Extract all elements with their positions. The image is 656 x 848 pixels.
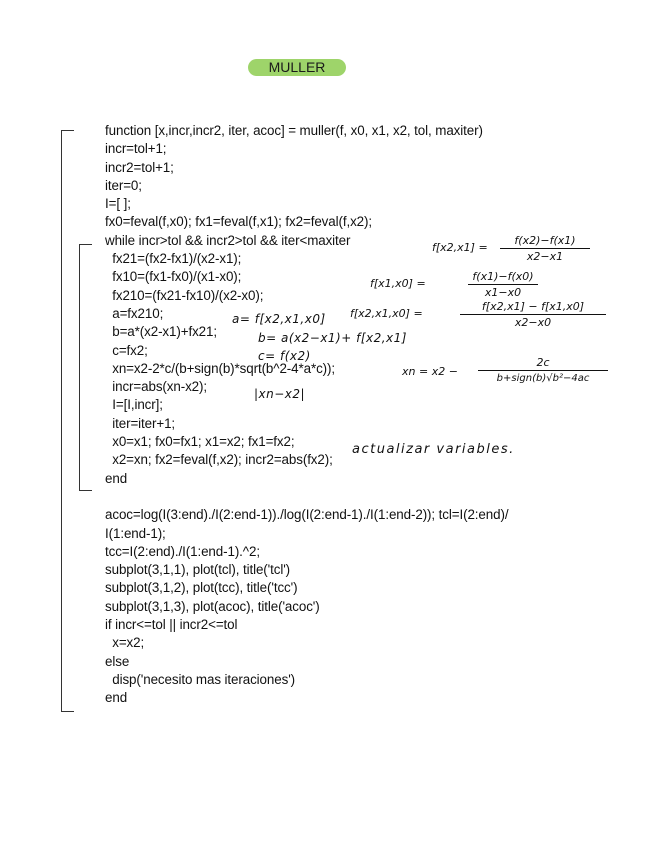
code-line: incr2=tol+1; [105, 159, 174, 175]
incr-note: |xn−x2| [254, 387, 306, 401]
function-bracket [61, 130, 74, 712]
code-line: c=fx2; [105, 342, 148, 358]
page-title: MULLER [248, 59, 346, 76]
b-note: b= a(x2−x1)+ f[x2,x1] [258, 331, 407, 345]
code-line: subplot(3,1,3), plot(acoc), title('acoc') [105, 598, 320, 614]
code-line: b=a*(x2-x1)+fx21; [105, 324, 217, 340]
code-line: tcc=I(2:end)./I(1:end-1).^2; [105, 543, 260, 559]
divided-difference-f210-note: f[x2,x1,x0] = f[x2,x1] − f[x1,x0] x2−x0 [460, 300, 606, 329]
code-line: x2=xn; fx2=feval(f,x2); incr2=abs(fx2); [105, 452, 333, 468]
code-line: incr=abs(xn-x2); [105, 379, 208, 395]
code-line: iter=0; [105, 177, 142, 193]
while-loop-bracket [79, 244, 92, 491]
code-line: acoc=log(I(3:end)./I(2:end-1))./log(I(2:end-1)./I(1:end-2)); tcl=I(2:end)/ [105, 507, 509, 523]
code-line: x=x2; [105, 635, 145, 651]
code-line: disp('necesito mas iteraciones') [105, 671, 296, 687]
code-line: fx0=feval(f,x0); fx1=feval(f,x1); fx2=feval(f,x2); [105, 214, 373, 230]
code-line: while incr>tol && incr2>tol && iter<maxiter [105, 232, 351, 248]
code-line: a=fx210; [105, 305, 164, 321]
divided-difference-f21-note: f[x2,x1] = f(x2)−f(x1) x2−x1 [500, 234, 590, 263]
code-line: x0=x1; fx0=fx1; x1=x2; fx1=fx2; [105, 434, 295, 450]
code-line: if incr<=tol || incr2<=tol [105, 617, 238, 633]
xn-formula-note: xn = x2 − 2c b+sign(b)√b²−4ac [478, 356, 608, 385]
divided-difference-f10-note: f[x1,x0] = f(x1)−f(x0) x1−x0 [468, 270, 538, 299]
code-line: incr=tol+1; [105, 141, 167, 157]
code-line: subplot(3,1,1), plot(tcl), title('tcl') [105, 562, 291, 578]
code-line: end [105, 470, 128, 486]
code-line: function [x,incr,incr2, iter, acoc] = muller(f, x0, x1, x2, tol, maxiter) [105, 123, 483, 138]
code-line: xn=x2-2*c/(b+sign(b)*sqrt(b^2-4*a*c)); [105, 360, 336, 376]
code-line: fx210=(fx21-fx10)/(x2-x0); [105, 287, 264, 303]
code-line: fx21=(fx2-fx1)/(x2-x1); [105, 251, 242, 267]
code-listing [105, 122, 625, 708]
code-line: else [105, 653, 130, 669]
code-line: I=[I,incr]; [105, 397, 163, 413]
code-line: end [105, 690, 128, 706]
code-line: subplot(3,1,2), plot(tcc), title('tcc') [105, 580, 298, 596]
c-note: c= f(x2) [258, 349, 311, 363]
code-line-blank [105, 488, 625, 506]
update-variables-note: actualizar variables. [352, 442, 515, 457]
a-note: a= f[x2,x1,x0] [232, 312, 326, 326]
code-line: I=[ ]; [105, 196, 131, 212]
code-line: I(1:end-1); [105, 525, 166, 541]
code-line: iter=iter+1; [105, 415, 176, 431]
code-line: fx10=(fx1-fx0)/(x1-x0); [105, 269, 242, 285]
